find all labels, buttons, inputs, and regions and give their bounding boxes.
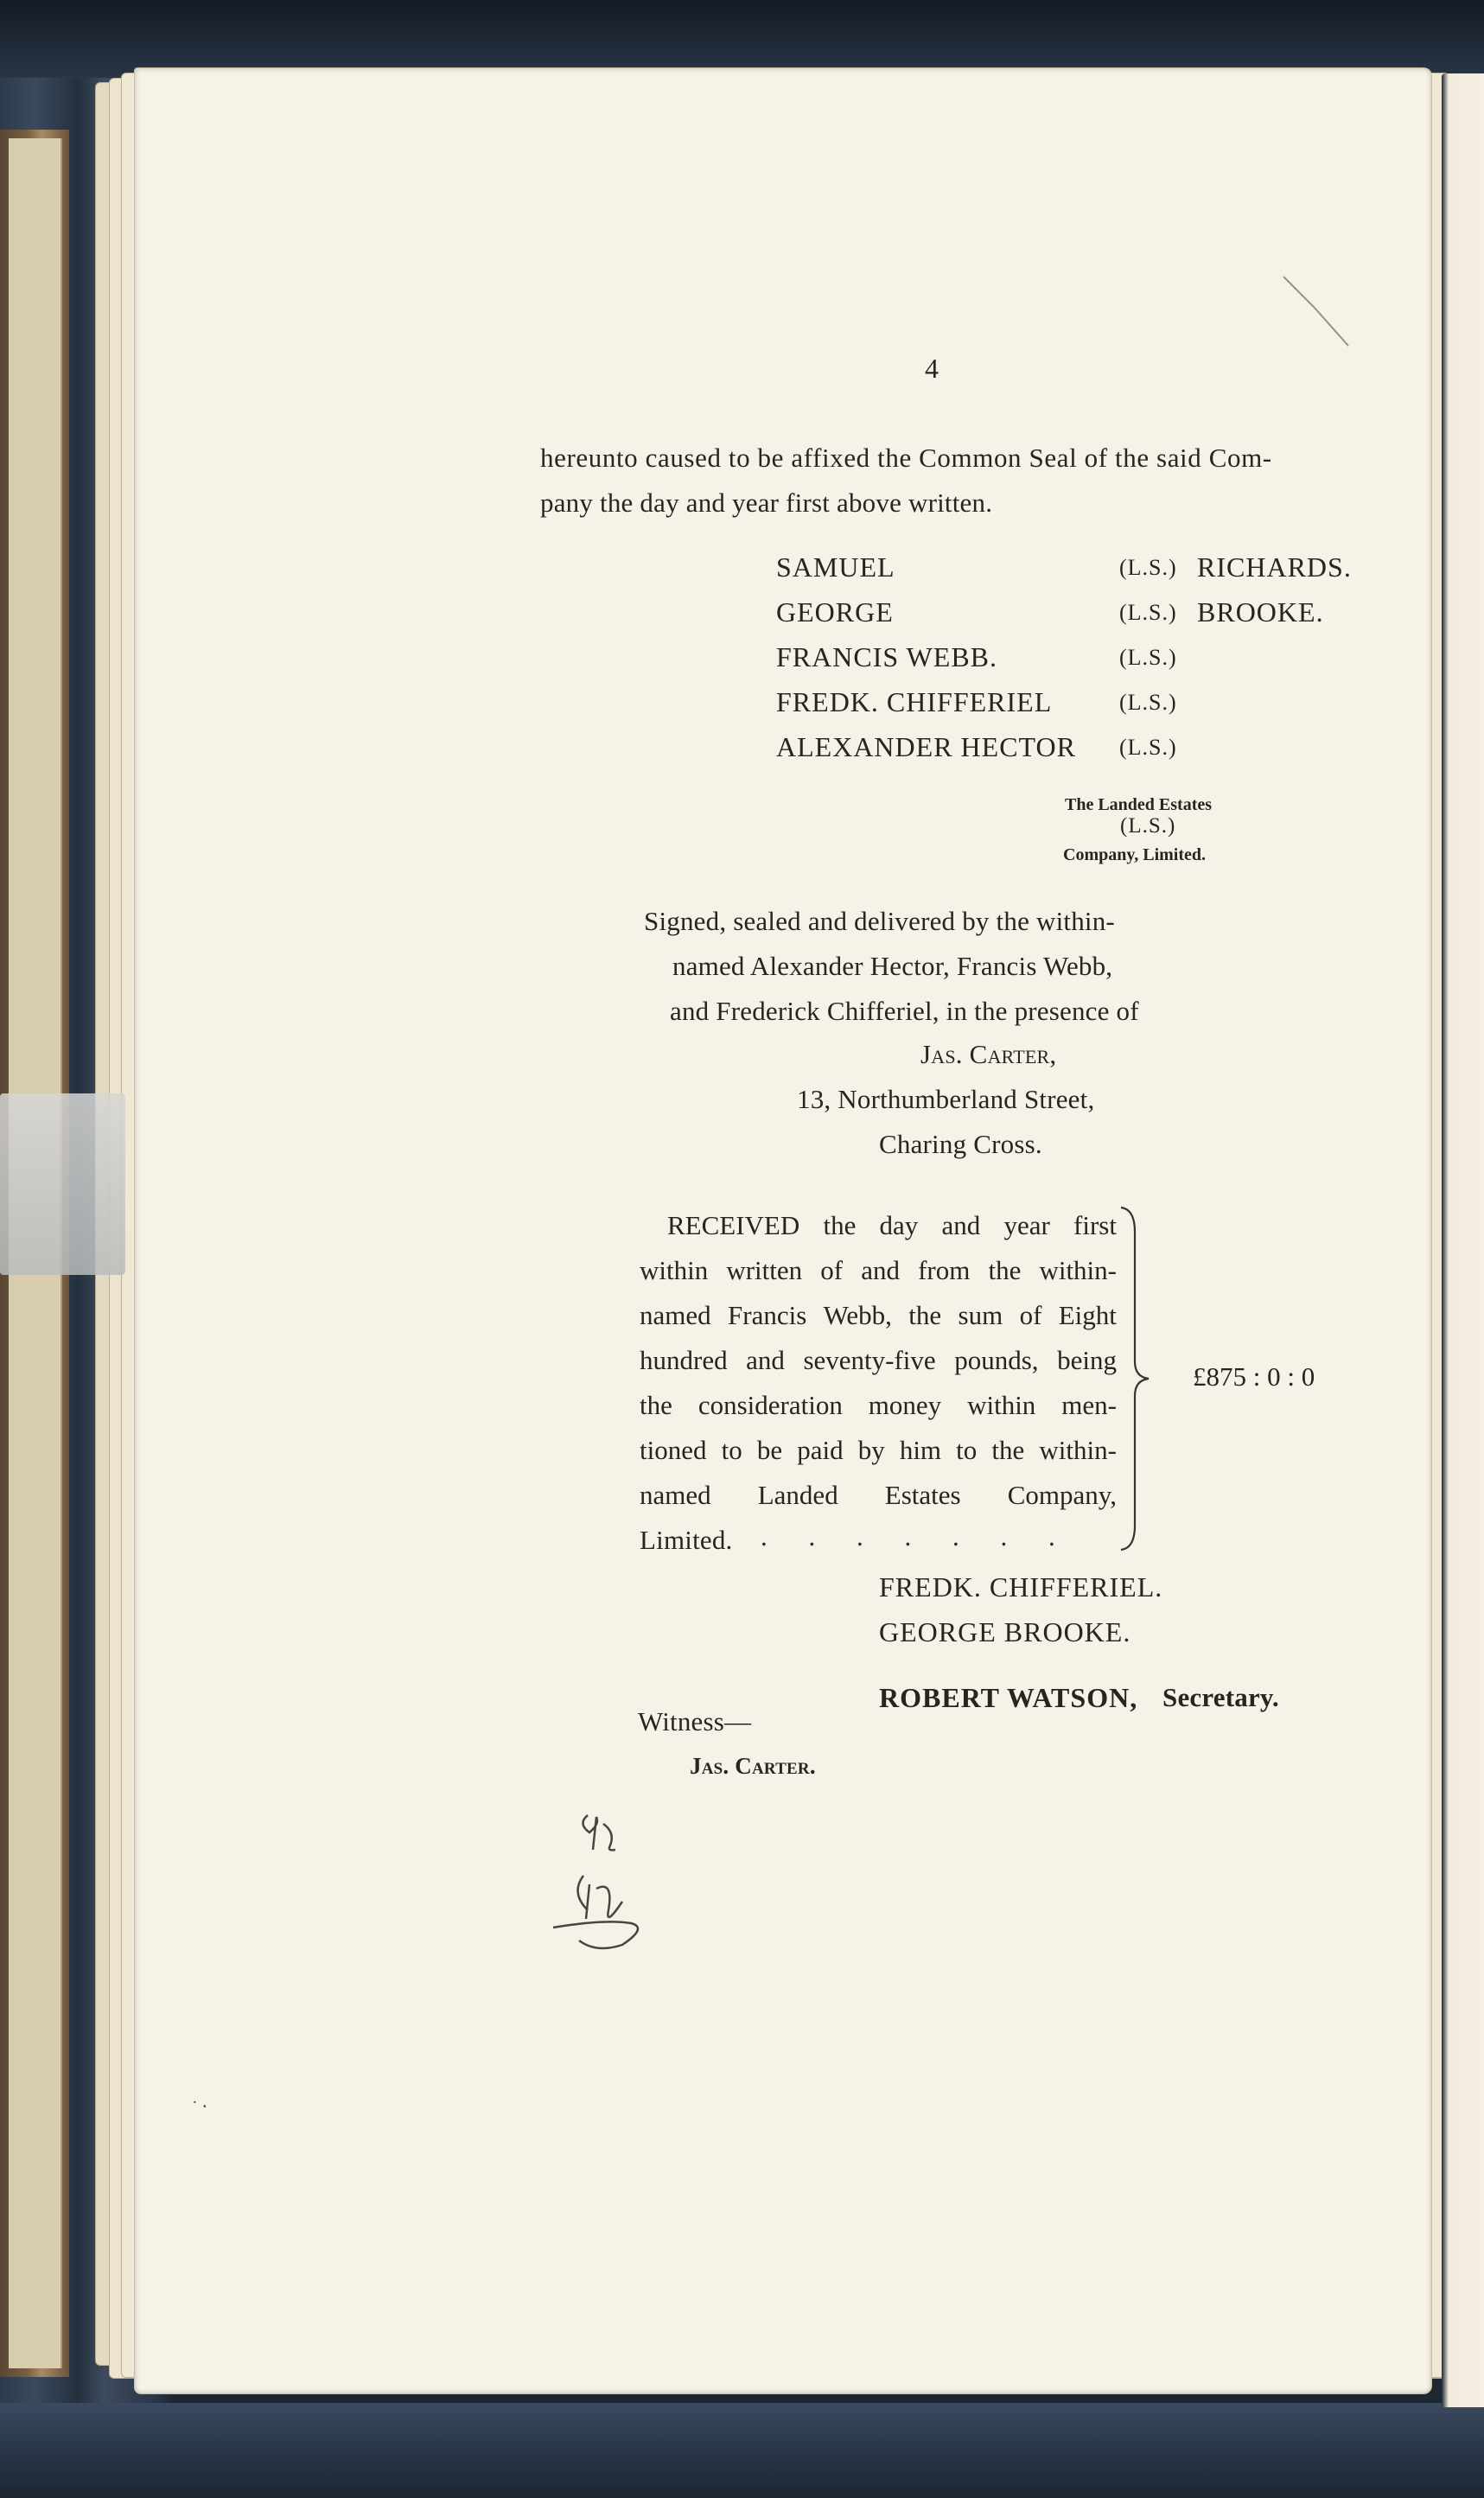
receipt-word: consideration (697, 1390, 843, 1420)
receipt-word: first (1073, 1210, 1117, 1240)
receipt-word: within (967, 1390, 1036, 1420)
receipt-leader-dots: . . . . . . . (761, 1521, 1073, 1552)
receipt-word: Landed (757, 1480, 838, 1510)
receipt-brace (1119, 1206, 1154, 1552)
receipt-word: tioned (640, 1435, 707, 1465)
attestation-line-3: and Frederick Chifferiel, in the presence of (670, 996, 1139, 1026)
receipt-signature-3-name: ROBERT WATSON, (879, 1682, 1138, 1713)
receipt-word: written (726, 1255, 803, 1285)
receipt-word: named (640, 1300, 711, 1330)
opening-line-2: pany the day and year first above written. (540, 487, 993, 518)
receipt-word: men- (1061, 1390, 1117, 1420)
receipt-word: to (721, 1435, 742, 1465)
seal-mark: (L.S.) (1119, 690, 1177, 715)
receipt-amount: £875 : 0 : 0 (1193, 1361, 1315, 1392)
signatory-first: GEORGE (776, 596, 894, 628)
receipt-word: within- (1039, 1255, 1117, 1285)
company-seal-bottom: Company, Limited. (1063, 845, 1207, 864)
attestation-line-2: named Alexander Hector, Francis Webb, (672, 951, 1113, 981)
opening-line-1 (540, 443, 1357, 474)
receipt-line (640, 1345, 1117, 1376)
right-facing-page (1442, 73, 1484, 2407)
receipt-word: the (908, 1300, 942, 1330)
company-seal-top: The Landed Estates (1065, 795, 1213, 814)
receipt-word: and (861, 1255, 900, 1285)
receipt-word: within (640, 1255, 709, 1285)
attestation-address-1: 13, Northumberland Street, (797, 1084, 1095, 1114)
receipt-word: be (756, 1435, 783, 1465)
company-seal-mark: (L.S.) (1120, 814, 1176, 838)
signatory-last: RICHARDS. (1197, 551, 1352, 583)
receipt-word: from (918, 1255, 971, 1285)
signatory-first: ALEXANDER HECTOR (776, 731, 1076, 762)
receipt-line (640, 1390, 1117, 1421)
receipt-word: the (988, 1255, 1022, 1285)
receipt-word: being (1057, 1345, 1117, 1375)
seal-mark: (L.S.) (1119, 645, 1177, 670)
attestation-address-2: Charing Cross. (879, 1129, 1042, 1159)
witness-name: Jas. Carter. (690, 1753, 816, 1779)
receipt-signature-3-title: Secretary. (1162, 1682, 1279, 1712)
receipt-line (640, 1300, 1117, 1331)
initials-stroke (583, 1815, 615, 1850)
receipt-line (640, 1480, 1117, 1511)
receipt-word: Webb, (823, 1300, 892, 1330)
receipt-word: the (640, 1390, 672, 1420)
initials-flourish (553, 1876, 638, 1948)
witness-label: Witness— (638, 1706, 752, 1736)
receipt-line (640, 1255, 1117, 1286)
receipt-line (640, 1435, 1117, 1466)
signatory-first: FRANCIS WEBB. (776, 641, 998, 672)
receipt-word: day (879, 1210, 919, 1240)
receipt-word: Eight (1058, 1300, 1117, 1330)
receipt-word: pounds, (954, 1345, 1039, 1375)
receipt-signature-1: FREDK. CHIFFERIEL. (879, 1571, 1163, 1603)
receipt-word: paid (797, 1435, 844, 1465)
receipt-word: seventy-five (803, 1345, 936, 1375)
signatory-first: SAMUEL (776, 551, 895, 583)
receipt-last-line: Limited. (640, 1525, 733, 1555)
receipt-signature-2: GEORGE BROOKE. (879, 1616, 1131, 1647)
receipt-word: within- (1039, 1435, 1117, 1465)
receipt-word: to (956, 1435, 978, 1465)
receipt-word: the (991, 1435, 1025, 1465)
binding-top-edge (0, 0, 1484, 78)
receipt-word: Estates (884, 1480, 961, 1510)
handwritten-initials (536, 1798, 666, 1971)
crease-line (1283, 277, 1348, 346)
receipt-word: Francis (728, 1300, 807, 1330)
stray-mark: ˙ ‧ (192, 2098, 208, 2117)
signatory-first: FREDK. CHIFFERIEL (776, 686, 1053, 717)
receipt-word: and (941, 1210, 981, 1240)
attestation-witness-name: Jas. Carter, (920, 1039, 1057, 1069)
attestation-line-1: Signed, sealed and delivered by the within- (644, 906, 1115, 936)
receipt-word: of (1019, 1300, 1042, 1330)
receipt-word: hundred (640, 1345, 728, 1375)
receipt-line (667, 1210, 1117, 1241)
seal-mark: (L.S.) (1119, 600, 1177, 625)
receipt-word: by (857, 1435, 885, 1465)
receipt-word: of (820, 1255, 844, 1285)
seal-mark: (L.S.) (1119, 555, 1177, 580)
paper-crease (1279, 259, 1357, 354)
opening-line-1-text: hereunto caused to be affixed the Common Seal of the said Com- (540, 443, 1272, 473)
receipt-word: Company, (1007, 1480, 1117, 1510)
seal-mark: (L.S.) (1119, 735, 1177, 760)
receipt-word: money (868, 1390, 942, 1420)
receipt-word: sum (958, 1300, 1003, 1330)
receipt-word: the (823, 1210, 857, 1240)
receipt-word: named (640, 1480, 711, 1510)
binding-bottom-edge (0, 2403, 1484, 2498)
receipt-word: him (899, 1435, 942, 1465)
translucent-tab (0, 1093, 125, 1275)
signatory-last: BROOKE. (1197, 596, 1324, 628)
brace-path (1121, 1208, 1149, 1550)
receipt-word: and (746, 1345, 785, 1375)
page-number: 4 (925, 353, 939, 384)
receipt-word: year (1003, 1210, 1050, 1240)
receipt-word: RECEIVED (667, 1210, 800, 1240)
